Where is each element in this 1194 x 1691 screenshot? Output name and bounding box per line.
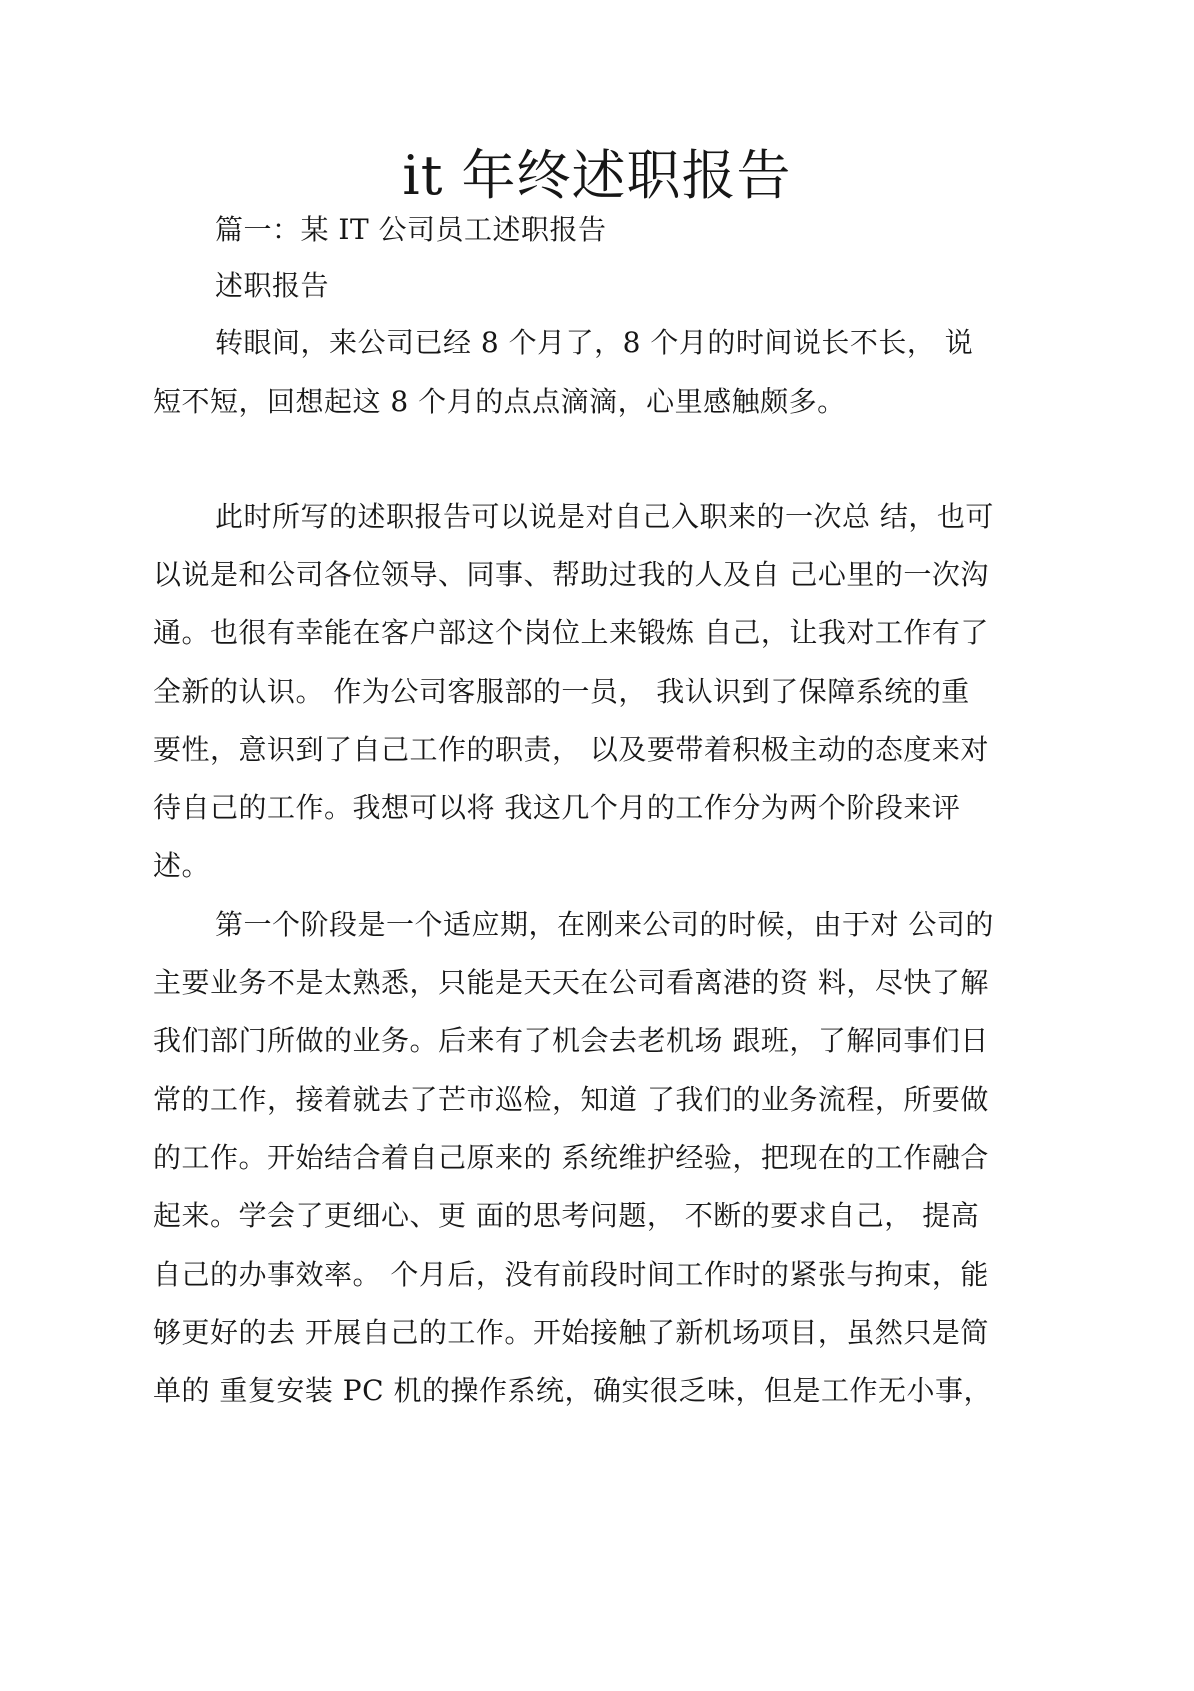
text-line: 起来。学会了更细心、更 面的思考问题， 不断的要求自己， 提高: [153, 1199, 980, 1232]
text-line: 此时所写的述职报告可以说是对自己入职来的一次总 结，也可: [215, 500, 994, 533]
text-line: 的工作。开始结合着自己原来的 系统维护经验，把现在的工作融合: [153, 1141, 989, 1174]
text-line: 单的 重复安装 PC 机的操作系统，确实很乏味，但是工作无小事，: [153, 1374, 992, 1407]
text-line: 转眼间，来公司已经 8 个月了，8 个月的时间说长不长， 说: [215, 326, 974, 359]
text-line: 主要业务不是太熟悉，只能是天天在公司看离港的资 料，尽快了解: [153, 966, 989, 999]
text-line: 我们部门所做的业务。后来有了机会去老机场 跟班，了解同事们日: [153, 1024, 989, 1057]
text-line: 短不短，回想起这 8 个月的点点滴滴，心里感触颇多。: [153, 385, 846, 418]
text-line: 要性，意识到了自己工作的职责， 以及要带着积极主动的态度来对: [153, 733, 989, 766]
section-heading: 述职报告: [215, 269, 330, 302]
text-line: 述。: [153, 849, 211, 882]
text-line: 第一个阶段是一个适应期，在刚来公司的时候，由于对 公司的: [215, 908, 994, 941]
document-subtitle: 篇一：某 IT 公司员工述职报告: [215, 213, 607, 246]
text-line: 够更好的去 开展自己的工作。开始接触了新机场项目，虽然只是简: [153, 1316, 989, 1349]
text-line: 常的工作，接着就去了芒市巡检，知道 了我们的业务流程，所要做: [153, 1083, 989, 1116]
document-title: it 年终述职报告: [402, 144, 792, 207]
text-line: 自己的办事效率。 个月后，没有前段时间工作时的紧张与拘束，能: [153, 1258, 989, 1291]
text-line: 全新的认识。 作为公司客服部的一员， 我认识到了保障系统的重: [153, 675, 970, 708]
text-line: 通。也很有幸能在客户部这个岗位上来锻炼 自己，让我对工作有了: [153, 616, 989, 649]
text-line: 以说是和公司各位领导、同事、帮助过我的人及自 己心里的一次沟: [153, 558, 989, 591]
text-line: 待自己的工作。我想可以将 我这几个月的工作分为两个阶段来评: [153, 791, 961, 824]
